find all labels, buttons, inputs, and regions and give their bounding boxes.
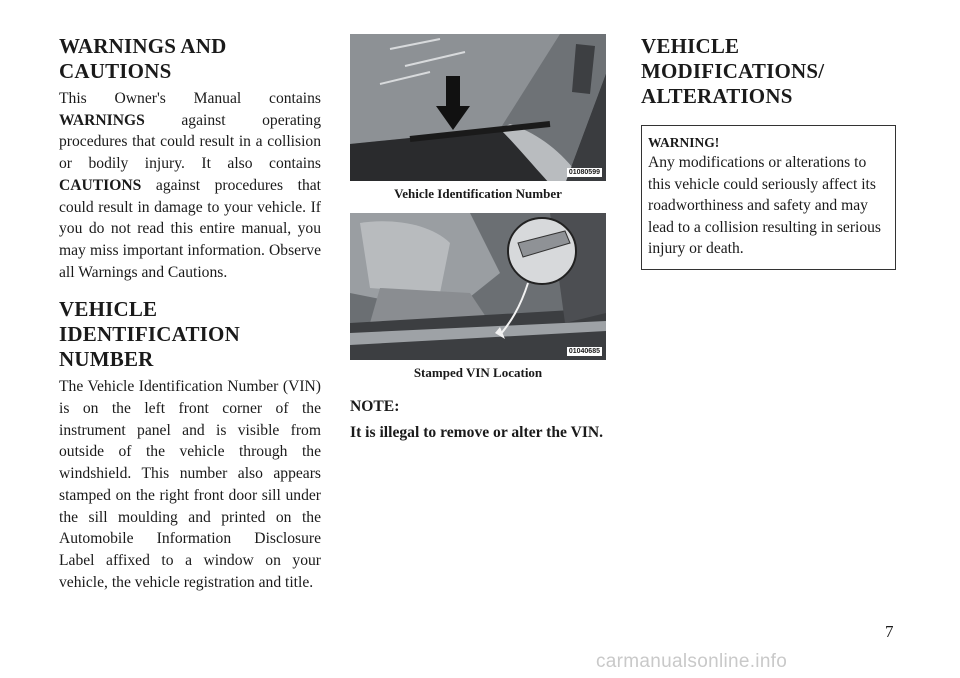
page-number: 7 xyxy=(885,622,894,641)
cautions-bold: CAUTIONS xyxy=(59,176,142,194)
warnings-text-2: against operating procedures that could result in a collision or bodily injury. It also contains xyxy=(59,111,321,173)
watermark: carmanualsonline.info xyxy=(596,651,788,672)
warnings-text-1: This Owner's Manual contains xyxy=(59,90,321,107)
warnings-paragraph xyxy=(59,88,321,283)
figure1-caption: Vehicle Identification Number xyxy=(394,186,562,201)
stamped-vin-image xyxy=(350,213,606,360)
left-column xyxy=(59,34,321,593)
modifications-heading: VEHICLE MODIFICATIONS/ ALTERATIONS xyxy=(641,34,825,108)
vin-windshield-image xyxy=(350,34,606,181)
figure2-caption: Stamped VIN Location xyxy=(413,365,543,380)
warning-box xyxy=(641,125,896,270)
warning-title: WARNING! xyxy=(648,135,720,150)
figure-id: 01040685 xyxy=(568,348,600,355)
right-column xyxy=(641,34,896,270)
vin-heading: VEHICLE IDENTIFICATION NUMBER xyxy=(59,297,240,372)
warnings-text-3: against procedures that could result in damage to your vehicle. If you do not read this entire manual, you may miss important information. Observe all Warnings and Cautions. xyxy=(59,176,321,281)
vin-paragraph: The Vehicle Identification Number (VIN) is on the left front corner of the instrument panel and is visible from outside of the vehicle through the windshield. This number also appears stamped on the right front door sill under the sill moulding and printed on the Automobile Information Disclosure Label affixed to a window on your vehicle, the vehicle registration and title. xyxy=(59,378,321,591)
warnings-heading: WARNINGS AND CAUTIONS xyxy=(59,34,227,83)
warning-text: Any modifications or alterations to this vehicle could seriously affect its roadworthiness and safety and may lead to a collision resulting in serious injury or death. xyxy=(648,154,882,257)
middle-column xyxy=(350,34,606,443)
note-label: NOTE: xyxy=(350,398,400,415)
warnings-bold: WARNINGS xyxy=(59,111,145,129)
note-text: It is illegal to remove or alter the VIN. xyxy=(350,424,604,441)
figure-id: 01080599 xyxy=(568,169,600,176)
